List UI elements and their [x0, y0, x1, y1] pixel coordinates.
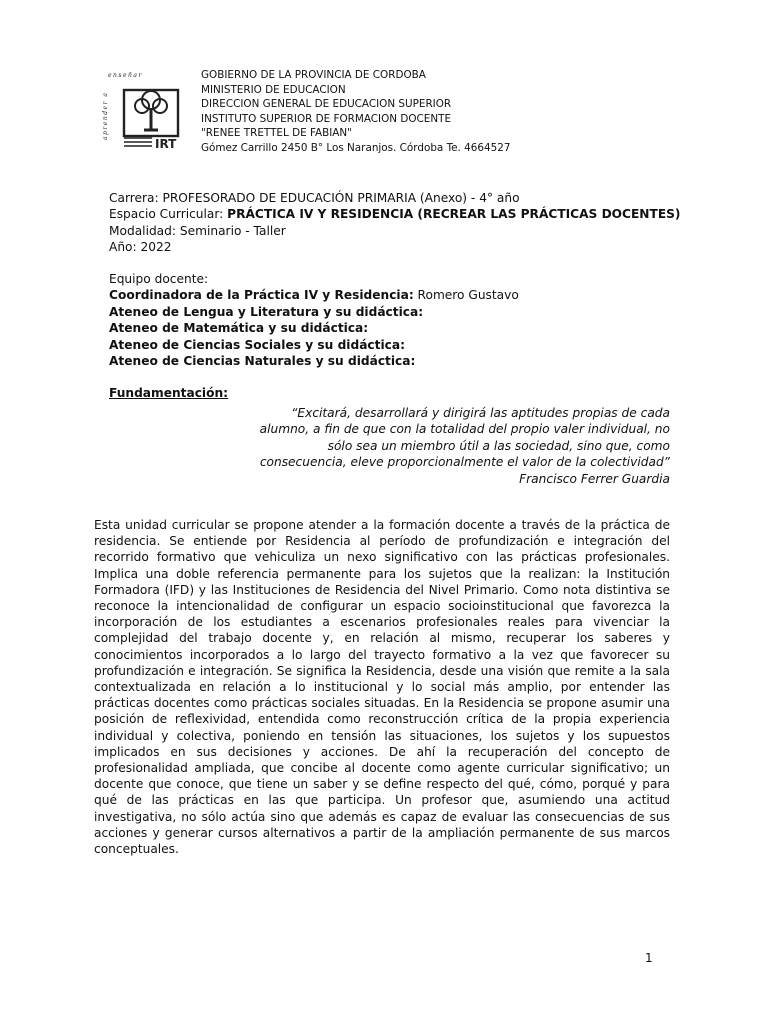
- course-info: [109, 190, 681, 256]
- curricular-space-value: PRÁCTICA IV Y RESIDENCIA (RECREAR LAS PRÁCTICAS DOCENTES): [227, 207, 681, 222]
- letterhead-line: GOBIERNO DE LA PROVINCIA DE CORDOBA: [201, 69, 426, 81]
- body-paragraph: Esta unidad curricular se propone atender a la formación docente a través de la práctica de residencia. Se entiende por Residencia al período de profundización e integración del recorrido formativo que vehiculiza un nexo significativo con las prácticas profesionales. Implica una doble referencia permanente para los sujetos que la realizan: la Institución Formadora (IFD) y las Instituciones de Residencia del Nivel Primario. Como nota distintiva se reconoce la intencionalidad de configurar un espacio socioinstitucional que favorezca la incorporación de los estudiantes a escenarios profesionales reales para vivenciar la complejidad del trabajo docente y, en relación al mismo, recuperar los saberes y conocimientos incorporados a lo largo del trayecto formativo a la vez que favorecer su profundización e integración. Se significa la Residencia, desde una visión que remite a la sala contextualizada en relación a lo institucional y lo social más amplio, por entender las prácticas docentes como prácticas sociales situadas. En la Residencia se propone asumir una posición de reflexividad, entendida como reconstrucción crítica de la propia experiencia individual y colectiva, poniendo en tensión las situaciones, los sujetos y los supuestos implicados en sus decisiones y acciones. De ahí la recuperación del concepto de profesionalidad ampliada, que concibe al docente como agente curricular significativo; un docente que conoce, que tiene un saber y se define respecto del qué, cómo, porqué y para qué de las prácticas en las que participa. Un profesor que, asumiendo una actitud investigativa, no sólo actúa sino que además es capaz de evaluar las consecuencias de sus acciones y generar cursos alternativos a partir de la ampliación permanente de sus marcos conceptuales.: [94, 518, 670, 857]
- letterhead-line: "RENEE TRETTEL DE FABIAN": [201, 127, 352, 140]
- page-number: 1: [645, 951, 653, 965]
- team-heading: Equipo docente:: [109, 272, 209, 286]
- letterhead-line: INSTITUTO SUPERIOR DE FORMACION DOCENTE: [201, 112, 452, 125]
- coordinator-name: Romero Gustavo: [413, 288, 519, 303]
- logo-motto-left: aprender a: [102, 91, 109, 140]
- letterhead-line: DIRECCION GENERAL DE EDUCACION SUPERIOR: [201, 98, 452, 111]
- quote-line: alumno, a fin de que con la totalidad del propio valer individual, no: [259, 422, 670, 437]
- team-role: Ateneo de Matemática y su didáctica:: [109, 321, 369, 336]
- team-role: Ateneo de Ciencias Naturales y su didáctica:: [109, 354, 416, 369]
- logo-initials: IRT: [155, 137, 177, 151]
- letterhead-line: MINISTERIO DE EDUCACION: [201, 83, 346, 96]
- team-role: Ateneo de Lengua y Literatura y su didáctica:: [109, 304, 424, 319]
- section-title: Fundamentación:: [109, 386, 229, 400]
- quote-line: “Excitará, desarrollará y dirigirá las aptitudes propias de cada: [291, 406, 670, 420]
- year-line: Año: 2022: [109, 240, 172, 255]
- epigraph-quote: [250, 405, 670, 487]
- team-role: Ateneo de Ciencias Sociales y su didáctica:: [109, 337, 405, 352]
- career-line: Carrera: PROFESORADO DE EDUCACIÓN PRIMARIA (Anexo) - 4° año: [109, 191, 520, 205]
- modality-line: Modalidad: Seminario - Taller: [109, 223, 286, 238]
- coordinator-label: Coordinadora de la Práctica IV y Residencia:: [109, 288, 414, 303]
- quote-line: consecuencia, eleve proporcionalmente el valor de la colectividad”: [259, 455, 670, 470]
- curricular-space-line: [109, 206, 681, 222]
- tree-logo-icon: [100, 68, 188, 156]
- letterhead: [201, 68, 510, 156]
- teaching-team: [109, 271, 519, 369]
- curricular-space-label: Espacio Curricular:: [109, 207, 228, 222]
- quote-line: sólo sea un miembro útil a las sociedad, sino que, como: [327, 438, 670, 453]
- quote-author: Francisco Ferrer Guardia: [519, 471, 670, 486]
- letterhead-address: Gómez Carrillo 2450 B° Los Naranjos. Córdoba Te. 4664527: [201, 141, 511, 154]
- logo-motto-top: enseñar: [108, 72, 143, 79]
- institute-logo: [100, 68, 188, 156]
- coordinator-line: [109, 287, 519, 303]
